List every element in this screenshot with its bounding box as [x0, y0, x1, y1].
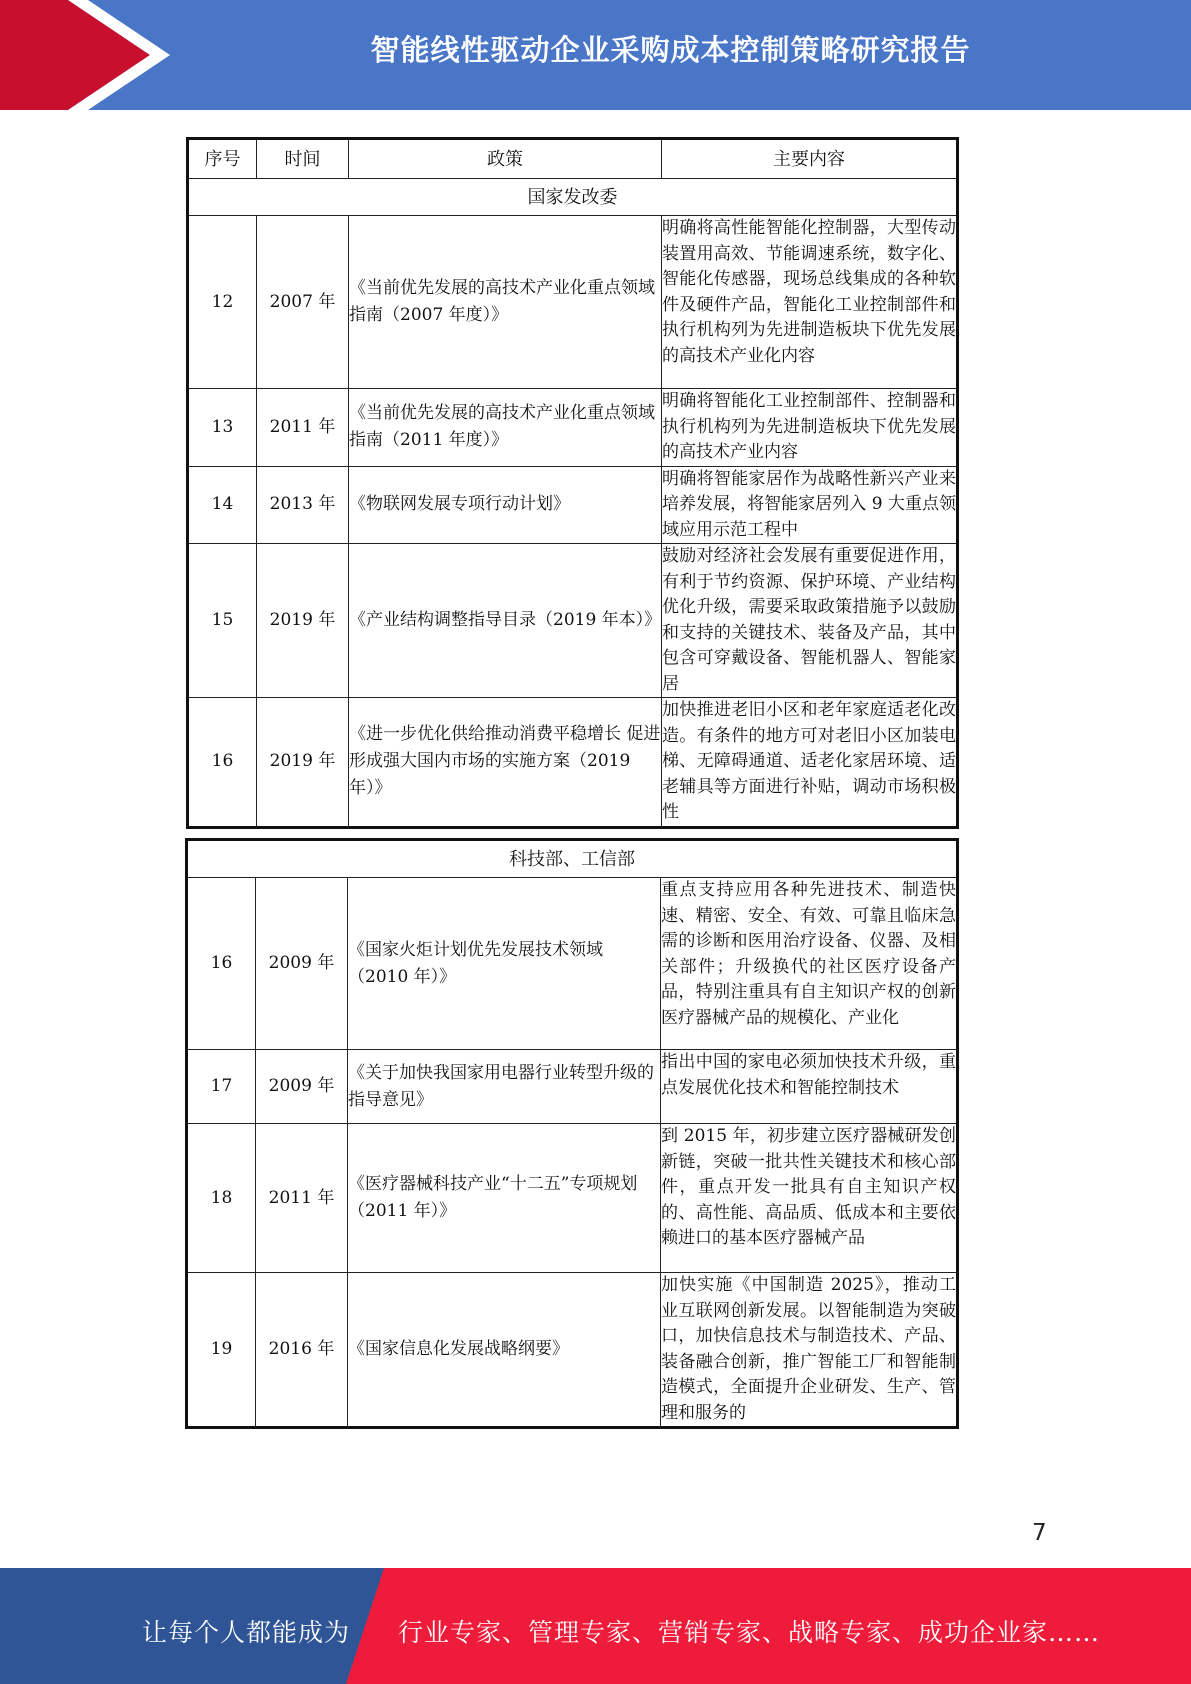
row-policy: 《国家火炬计划优先发展技术领域（2010 年）》 — [348, 878, 661, 1050]
row-year: 2009 年 — [256, 1050, 348, 1124]
policy-table-1 — [186, 137, 959, 829]
row-policy: 《当前优先发展的高技术产业化重点领域指南（2011 年度）》 — [349, 389, 662, 467]
row-policy: 《国家信息化发展战略纲要》 — [348, 1273, 661, 1428]
section-row — [187, 840, 958, 878]
row-policy: 《当前优先发展的高技术产业化重点领域指南（2007 年度）》 — [349, 216, 662, 389]
row-content: 明确将智能化工业控制部件、控制器和执行机构列为先进制造板块下优先发展的高技术产业内容 — [662, 389, 958, 467]
table-row — [188, 389, 958, 467]
row-number: 13 — [188, 389, 257, 467]
row-policy: 《进一步优化供给推动消费平稳增长 促进形成强大国内市场的实施方案（2019 年）》 — [349, 698, 662, 828]
table-row — [188, 544, 958, 698]
row-number: 16 — [188, 698, 257, 828]
table-row — [188, 698, 958, 828]
row-number: 12 — [188, 216, 257, 389]
column-header-policy: 政策 — [349, 139, 662, 179]
row-year: 2019 年 — [257, 698, 349, 828]
row-number: 17 — [187, 1050, 256, 1124]
row-content: 鼓励对经济社会发展有重要促进作用，有利于节约资源、保护环境、产业结构优化升级，需要采取政策措施予以鼓励和支持的关键技术、装备及产品，其中包含可穿戴设备、智能机器人、智能家居 — [662, 544, 958, 698]
row-content: 明确将高性能智能化控制器，大型传动装置用高效、节能调速系统，数字化、智能化传感器，现场总线集成的各种软件及硬件产品，智能化工业控制部件和执行机构列为先进制造板块下优先发展的高技术产业化内容 — [662, 216, 958, 389]
row-policy: 《物联网发展专项行动计划》 — [349, 466, 662, 544]
table-row — [187, 1050, 958, 1124]
row-year: 2013 年 — [257, 466, 349, 544]
row-number: 15 — [188, 544, 257, 698]
column-header-time: 时间 — [257, 139, 349, 179]
policy-table-2 — [185, 838, 959, 1429]
footer-slogan-right: 行业专家、管理专家、营销专家、战略专家、成功企业家…… — [398, 1618, 1101, 1647]
column-header-content: 主要内容 — [662, 139, 958, 179]
row-year: 2011 年 — [256, 1124, 348, 1273]
row-year: 2016 年 — [256, 1273, 348, 1428]
row-content: 重点支持应用各种先进技术、制造快速、精密、安全、有效、可靠且临床急需的诊断和医用治疗设备、仪器、及相关部件；升级换代的社区医疗设备产品，特别注重具有自主知识产权的创新医疗器械产品的规模化、产业化 — [661, 878, 958, 1050]
column-header-number: 序号 — [188, 139, 257, 179]
table-row — [188, 466, 958, 544]
row-content: 指出中国的家电必须加快技术升级，重点发展优化技术和智能控制技术 — [661, 1050, 958, 1124]
table-row — [187, 878, 958, 1050]
table-row — [188, 216, 958, 389]
row-year: 2009 年 — [256, 878, 348, 1050]
page-number: 7 — [1032, 1520, 1047, 1546]
row-year: 2007 年 — [257, 216, 349, 389]
page-footer — [0, 1568, 1191, 1684]
section-title: 国家发改委 — [188, 179, 958, 216]
footer-slogan-left: 让每个人都能成为 — [142, 1618, 351, 1647]
table-row — [187, 1124, 958, 1273]
row-content: 明确将智能家居作为战略性新兴产业来培养发展，将智能家居列入 9 大重点领域应用示范工程中 — [662, 466, 958, 544]
table-row — [187, 1273, 958, 1428]
row-number: 16 — [187, 878, 256, 1050]
row-number: 14 — [188, 466, 257, 544]
row-content: 加快实施《中国制造 2025》，推动工业互联网创新发展。以智能制造为突破口，加快信息技术与制造技术、产品、装备融合创新，推广智能工厂和智能制造模式，全面提升企业研发、生产、管理和服务的 — [661, 1273, 958, 1428]
report-title: 智能线性驱动企业采购成本控制策略研究报告 — [370, 33, 971, 67]
row-number: 18 — [187, 1124, 256, 1273]
row-policy: 《关于加快我国家用电器行业转型升级的指导意见》 — [348, 1050, 661, 1124]
row-content: 加快推进老旧小区和老年家庭适老化改造。有条件的地方可对老旧小区加装电梯、无障碍通道、适老化家居环境、适老辅具等方面进行补贴，调动市场积极性 — [662, 698, 958, 828]
row-policy: 《产业结构调整指导目录（2019 年本）》 — [349, 544, 662, 698]
row-number: 19 — [187, 1273, 256, 1428]
row-policy: 《医疗器械科技产业“十二五”专项规划（2011 年）》 — [348, 1124, 661, 1273]
section-row — [188, 179, 958, 216]
row-content: 到 2015 年，初步建立医疗器械研发创新链，突破一批共性关键技术和核心部件，重点开发一批具有自主知识产权的、高性能、高品质、低成本和主要依赖进口的基本医疗器械产品 — [661, 1124, 958, 1273]
section-title: 科技部、工信部 — [187, 840, 958, 878]
table-header-row — [188, 139, 958, 179]
row-year: 2011 年 — [257, 389, 349, 467]
page-header — [0, 0, 1191, 110]
row-year: 2019 年 — [257, 544, 349, 698]
